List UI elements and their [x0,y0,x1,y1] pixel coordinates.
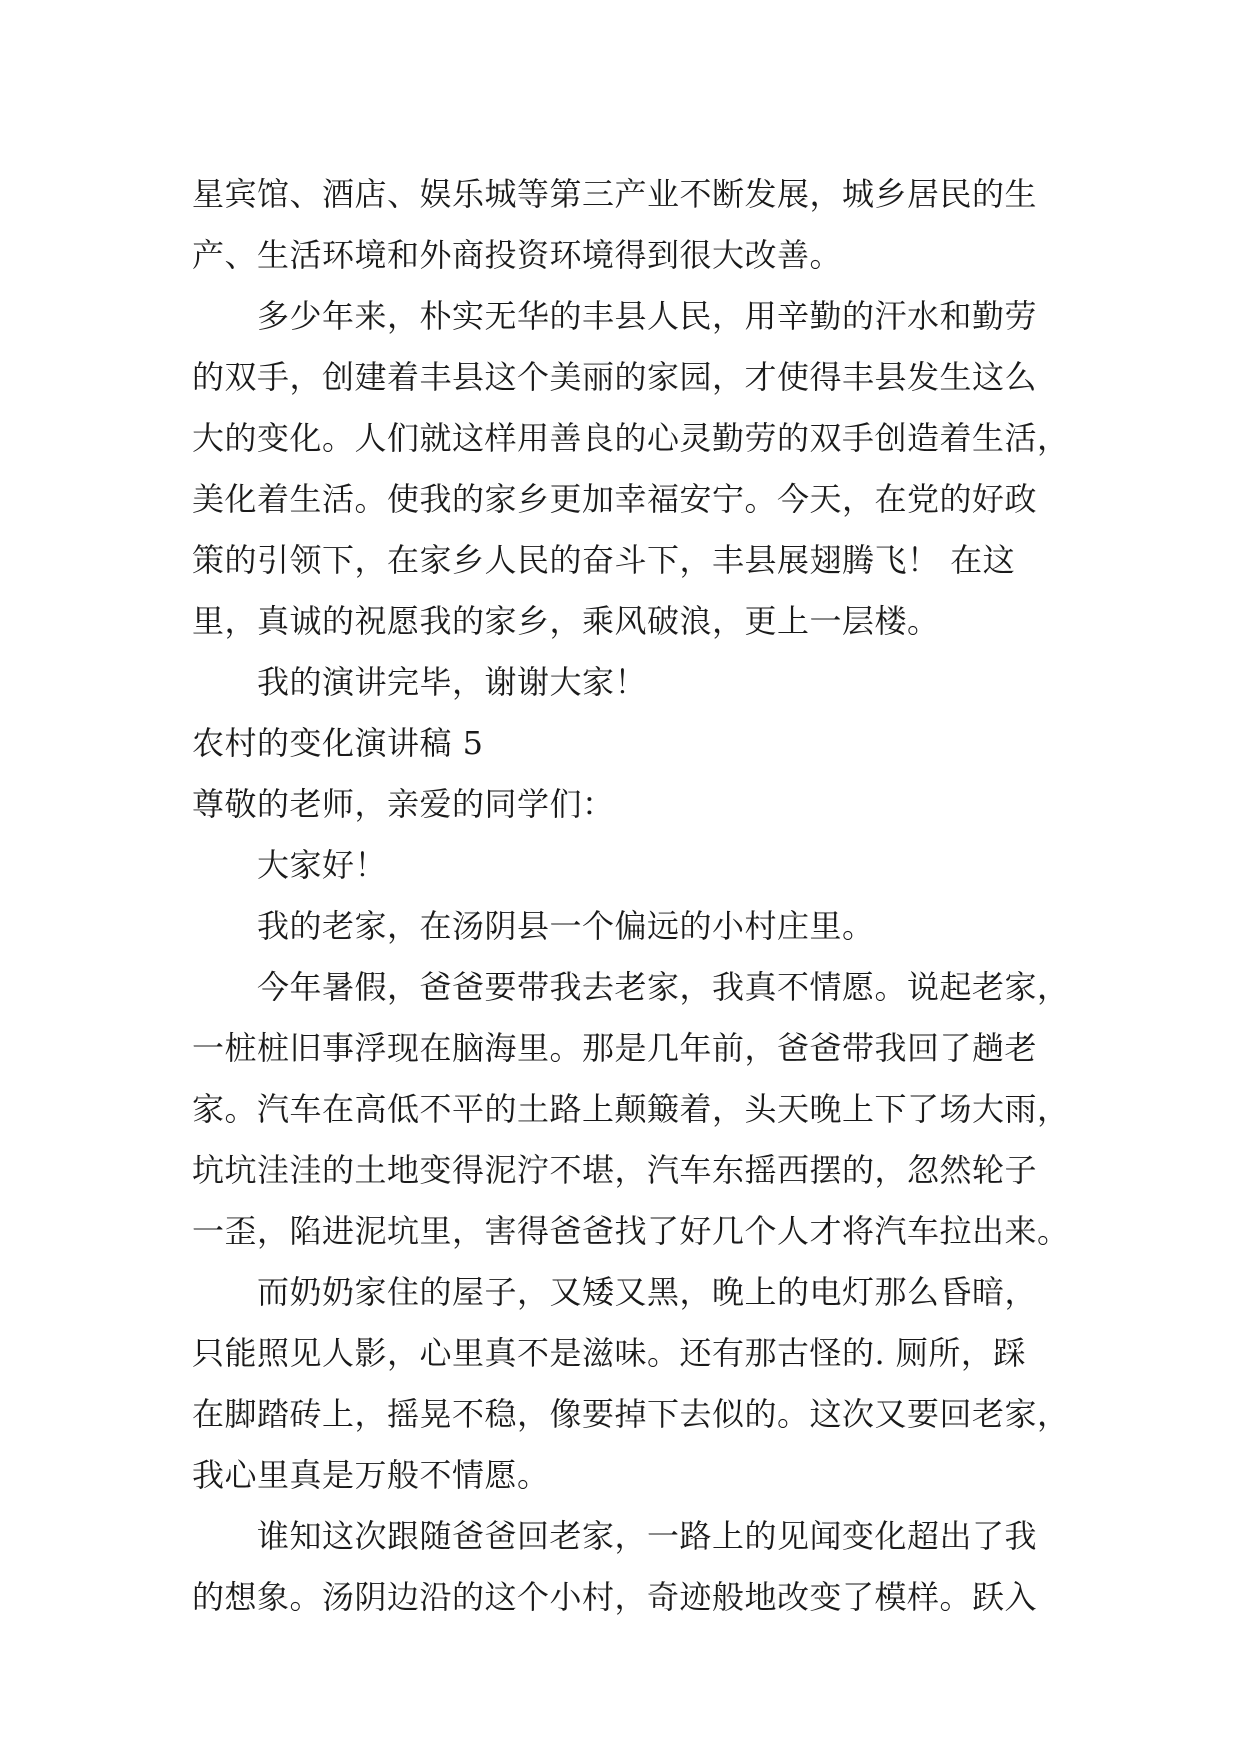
section-heading: 农村的变化演讲稿 5 [192,724,484,762]
salutation-line: 尊敬的老师，亲爱的同学们： [192,785,615,823]
text-line: 的想象。汤阴边沿的这个小村，奇迹般地改变了模样。跃入 [192,1578,1038,1616]
paragraph-start-line: 而奶奶家住的屋子，又矮又黑，晚上的电灯那么昏暗， [257,1273,1038,1311]
paragraph-start-line: 今年暑假，爸爸要带我去老家，我真不情愿。说起老家， [257,968,1070,1006]
greeting-line: 大家好！ [257,846,388,884]
text-line: 一歪，陷进泥坑里，害得爸爸找了好几个人才将汽车拉出来。 [192,1212,1070,1250]
text-line: 家。汽车在高低不平的土路上颠簸着，头天晚上下了场大雨， [192,1090,1070,1128]
text-line: 大的变化。人们就这样用善良的心灵勤劳的双手创造着生活， [192,419,1070,457]
paragraph-start-line: 我的老家，在汤阴县一个偏远的小村庄里。 [257,907,875,945]
text-line: 一桩桩旧事浮现在脑海里。那是几年前，爸爸带我回了趟老 [192,1029,1038,1067]
text-line: 只能照见人影，心里真不是滋味。还有那古怪的. 厕所，踩 [192,1334,1026,1372]
text-line: 美化着生活。使我的家乡更加幸福安宁。今天，在党的好政 [192,480,1038,518]
paragraph-start-line: 多少年来，朴实无华的丰县人民，用辛勤的汗水和勤劳 [257,297,1038,335]
text-line: 在脚踏砖上，摇晃不稳，像要掉下去似的。这次又要回老家， [192,1395,1070,1433]
text-line: 我心里真是万般不情愿。 [192,1456,550,1494]
text-line: 里，真诚的祝愿我的家乡，乘风破浪，更上一层楼。 [192,602,940,640]
text-line: 产、生活环境和外商投资环境得到很大改善。 [192,236,843,274]
paragraph-start-line: 我的演讲完毕，谢谢大家！ [257,663,648,701]
text-line: 的双手，创建着丰县这个美丽的家园，才使得丰县发生这么 [192,358,1038,396]
text-line: 坑坑洼洼的土地变得泥泞不堪，汽车东摇西摆的，忽然轮子 [192,1151,1038,1189]
document-page [192,164,1070,1628]
text-line: 策的引领下，在家乡人民的奋斗下，丰县展翅腾飞！ 在这 [192,541,1016,579]
text-line: 星宾馆、酒店、娱乐城等第三产业不断发展，城乡居民的生 [192,175,1038,213]
paragraph-start-line: 谁知这次跟随爸爸回老家，一路上的见闻变化超出了我 [257,1517,1038,1555]
